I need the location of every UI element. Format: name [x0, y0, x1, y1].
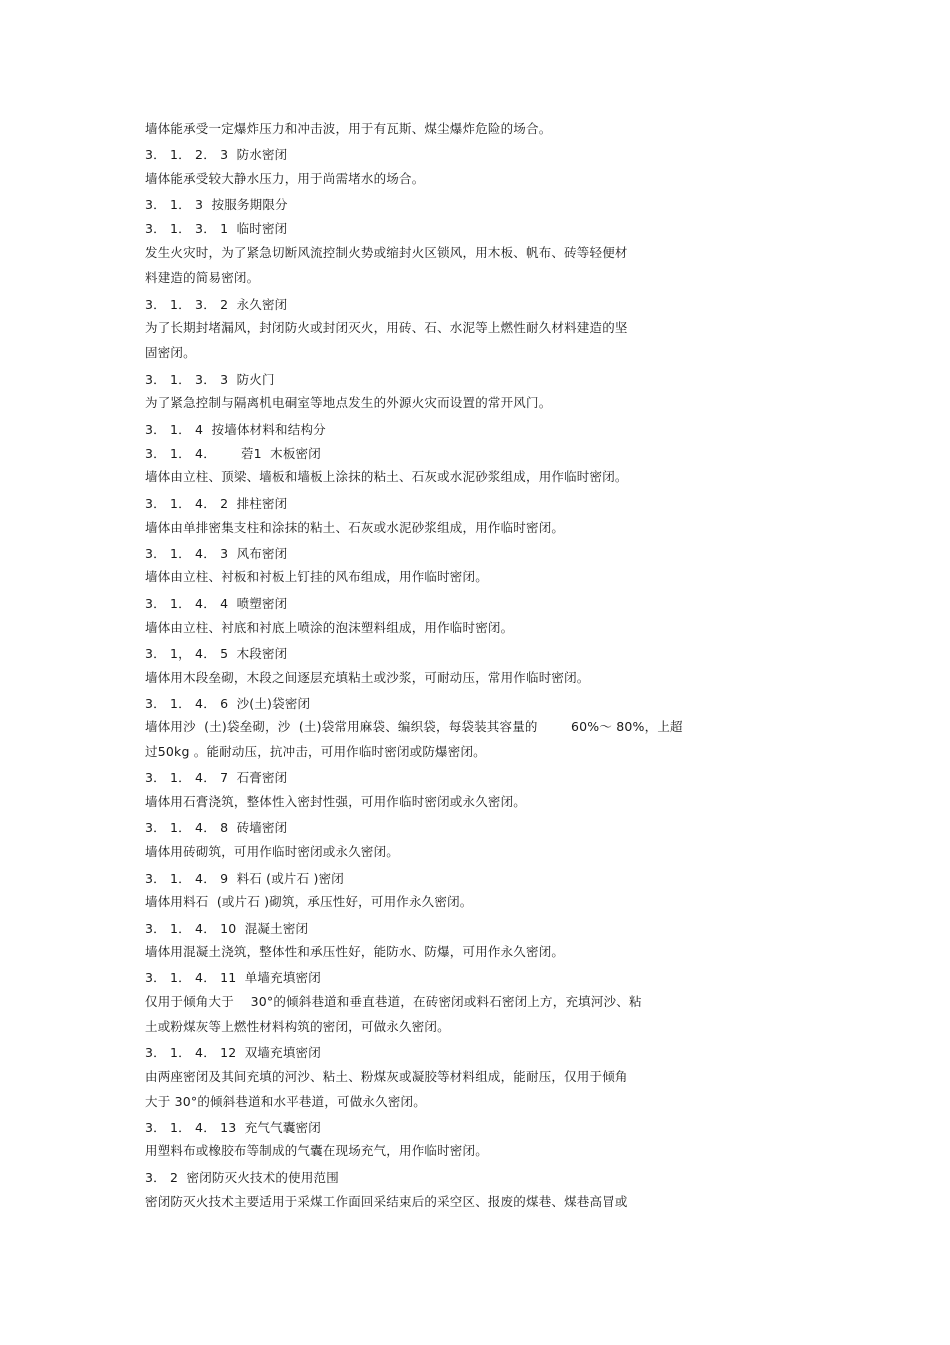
body-text: 大于 30°的倾斜巷道和水平巷道，可做永久密闭。: [145, 1094, 426, 1109]
body-text: 墙体用混凝土浇筑，整体性和承压性好，能防水、防爆，可用作永久密闭。: [145, 944, 565, 959]
body-text: 固密闭。: [145, 345, 196, 360]
section-heading: 3． 1． 4． 11 单墙充填密闭: [145, 970, 321, 985]
body-text: 墙体用石膏浇筑，整体性入密封性强，可用作临时密闭或永久密闭。: [145, 794, 527, 809]
section-heading: 3． 1． 4． 菪1 木板密闭: [145, 446, 321, 461]
body-text: 过50kg 。能耐动压，抗冲击，可用作临时密闭或防爆密闭。: [145, 744, 486, 759]
body-text: 墙体用沙 (土)袋垒砌，沙 (土)袋常用麻袋、编织袋，每袋装其容量的 60%～ 80%，上超: [145, 719, 683, 734]
body-text: 用塑料布或橡胶布等制成的气囊在现场充气，用作临时密闭。: [145, 1143, 488, 1158]
section-heading: 3． 1． 3． 1 临时密闭: [145, 221, 288, 236]
section-heading: 3． 1． 3 按服务期限分: [145, 197, 288, 212]
body-text: 料建造的简易密闭。: [145, 270, 260, 285]
body-text: 为了长期封堵漏风，封闭防火或封闭灭火，用砖、石、水泥等上燃性耐久材料建造的坚: [145, 320, 628, 335]
body-text: 墙体用木段垒砌，木段之间逐层充填粘土或沙浆，可耐动压，常用作临时密闭。: [145, 670, 590, 685]
section-heading: 3． 1， 4． 5 木段密闭: [145, 646, 288, 661]
section-heading: 3． 1． 4． 13 充气气囊密闭: [145, 1120, 321, 1135]
section-heading: 3． 1． 4． 7 石膏密闭: [145, 770, 288, 785]
section-heading: 3． 1． 4． 4 喷塑密闭: [145, 596, 288, 611]
section-heading: 3． 1． 4． 8 砖墙密闭: [145, 820, 288, 835]
section-heading: 3． 1． 4． 12 双墙充填密闭: [145, 1045, 321, 1060]
section-heading: 3． 1． 4． 6 沙(土)袋密闭: [145, 696, 311, 711]
body-text: 墙体用料石 (或片石 )砌筑，承压性好，可用作永久密闭。: [145, 894, 473, 909]
body-text: 墙体由单排密集支柱和涂抹的粘土、石灰或水泥砂浆组成，用作临时密闭。: [145, 520, 565, 535]
body-text: 密闭防灭火技术主要适用于采煤工作面回采结束后的采空区、报废的煤巷、煤巷高冒或: [145, 1194, 628, 1209]
body-text: 墙体能承受较大静水压力，用于尚需堵水的场合。: [145, 171, 425, 186]
section-heading: 3． 1． 3． 2 永久密闭: [145, 297, 288, 312]
section-heading: 3． 1． 4． 2 排柱密闭: [145, 496, 288, 511]
body-text: 为了紧急控制与隔离机电硐室等地点发生的外源火灾而设置的常开风门。: [145, 395, 552, 410]
section-heading: 3． 1． 4 按墙体材料和结构分: [145, 422, 326, 437]
section-heading: 3． 1． 4． 3 风布密闭: [145, 546, 288, 561]
section-heading: 3． 1． 3． 3 防火门: [145, 372, 275, 387]
section-heading: 3． 2 密闭防灭火技术的使用范围: [145, 1170, 339, 1185]
body-text: 墙体用砖砌筑，可用作临时密闭或永久密闭。: [145, 844, 400, 859]
section-heading: 3． 1． 2． 3 防水密闭: [145, 147, 288, 162]
section-heading: 3． 1． 4． 10 混凝土密闭: [145, 921, 309, 936]
body-text: 仅用于倾角大于 30°的倾斜巷道和垂直巷道，在砖密闭或料石密闭上方，充填河沙、粘: [145, 994, 642, 1009]
body-text: 墙体能承受一定爆炸压力和冲击波，用于有瓦斯、煤尘爆炸危险的场合。: [145, 121, 552, 136]
section-heading: 3． 1． 4． 9 料石 (或片石 )密闭: [145, 871, 344, 886]
body-text: 墙体由立柱、衬板和衬板上钉挂的风布组成，用作临时密闭。: [145, 569, 488, 584]
body-text: 墙体由立柱、顶梁、墙板和墙板上涂抹的粘土、石灰或水泥砂浆组成，用作临时密闭。: [145, 469, 628, 484]
body-text: 发生火灾时，为了紧急切断风流控制火势或缩封火区锁风，用木板、帆布、砖等轻便材: [145, 245, 628, 260]
body-text: 墙体由立柱、衬底和衬底上喷涂的泡沫塑料组成，用作临时密闭。: [145, 620, 514, 635]
body-text: 土或粉煤灰等上燃性材料构筑的密闭，可做永久密闭。: [145, 1019, 450, 1034]
body-text: 由两座密闭及其间充填的河沙、粘土、粉煤灰或凝胶等材料组成，能耐压，仅用于倾角: [145, 1069, 628, 1084]
